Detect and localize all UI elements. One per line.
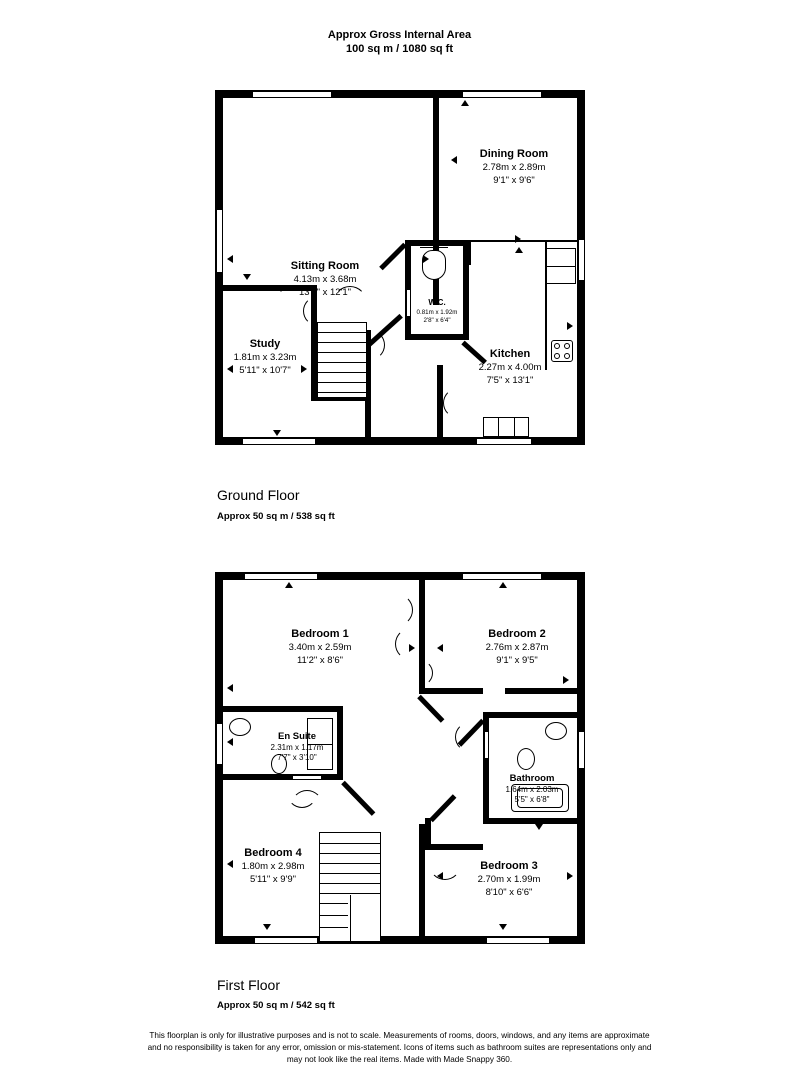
arrow-bed2-left: [437, 644, 443, 652]
window-sitting-side: [217, 210, 222, 272]
room-label-bedroom-1: Bedroom 1 3.40m x 2.59m 11'2" x 8'6": [288, 628, 352, 666]
window-bathroom-side: [579, 732, 584, 768]
arrow-sitting-left: [227, 255, 233, 263]
room-label-bathroom: Bathroom 1.64m x 2.03m 5'5" x 6'8": [505, 773, 559, 804]
gross-area-header: [0, 28, 799, 56]
room-label-wc: W.C. 0.81m x 1.92m 2'8" x 6'4": [416, 298, 458, 324]
door-kitchen-rear: [477, 439, 531, 444]
door-bed4: [291, 790, 323, 822]
door-cupboard: [407, 660, 433, 686]
arrow-bed1-left: [227, 684, 233, 692]
arrow-bed1-up: [285, 582, 293, 588]
window-sitting-front: [253, 92, 331, 97]
kitchen-counter-line2: [469, 240, 471, 265]
room-label-bedroom-3: Bedroom 3 2.70m x 1.99m 8'10" x 6'6": [477, 860, 541, 898]
door-bed1: [381, 594, 413, 626]
window-bed1-front: [245, 574, 317, 579]
bathroom-basin-icon: [545, 722, 567, 740]
window-bed2-front: [463, 574, 541, 579]
wall-landing-diag-4: [417, 695, 444, 723]
window-study-rear: [243, 439, 315, 444]
ground-floor-area: Approx 50 sq m / 538 sq ft: [217, 511, 335, 522]
door-study: [303, 296, 333, 326]
arrow-bed3-left: [437, 872, 443, 880]
wall-kitchen-left: [437, 365, 443, 445]
wc-cistern-icon: [420, 247, 448, 248]
wall-bathroom-top: [483, 712, 577, 718]
wall-dining-kitchen: [469, 240, 577, 242]
window-bed3-rear: [487, 938, 549, 943]
arrow-sitting-down: [243, 274, 251, 280]
wall-ensuite-top: [215, 706, 343, 712]
wall-bed3-top: [425, 844, 483, 850]
window-ensuite-side: [217, 724, 222, 764]
wall-landing-diag-1: [341, 781, 375, 816]
arrow-bed4-down: [263, 924, 271, 930]
room-label-study: Study 1.81m x 3.23m 5'11" x 10'7": [233, 338, 297, 376]
wall-wc-top: [405, 240, 469, 246]
kitchen-appliance-run: [483, 417, 529, 437]
window-dining-front: [463, 92, 541, 97]
room-label-bedroom-2: Bedroom 2 2.76m x 2.87m 9'1" x 9'5": [485, 628, 549, 666]
arrow-dining-up: [461, 100, 469, 106]
disclaimer-line-1: This floorplan is only for illustrative purposes and is not to scale. Measurements of rooms, doors, windows, and any items are approximate: [149, 1031, 650, 1040]
first-floor-label: First Floor: [217, 977, 280, 993]
arrow-bed2-right: [563, 676, 569, 684]
wall-bed2-bottom: [425, 688, 483, 694]
window-bed4-rear: [255, 938, 317, 943]
wall-bathroom-left: [483, 712, 489, 824]
arrow-bed3-down: [499, 924, 507, 930]
arrow-bed2-up: [499, 582, 507, 588]
arrow-bed1-right: [409, 644, 415, 652]
kitchen-sink-divider: [546, 266, 576, 267]
arrow-kitchen-right: [567, 322, 573, 330]
wall-landing-diag-3: [429, 794, 456, 822]
arrow-dining-right: [515, 235, 521, 243]
room-label-sitting-room: Sitting Room 4.13m x 3.68m 13'7" x 12'1": [290, 260, 360, 298]
bathroom-toilet-icon: [517, 748, 535, 770]
appliance-divider-1: [498, 417, 499, 437]
disclaimer-line-2: and no responsibility is taken for any error, omission or mis-statement. Icons of items such as bathroom suites are representations only and: [147, 1043, 652, 1052]
disclaimer-line-3: may not look like the real items. Made with Made Snappy 360.: [286, 1055, 513, 1064]
wall-wc-bottom: [405, 334, 469, 340]
arrow-sitting-right: [423, 255, 429, 263]
ground-floor-plan: [215, 90, 585, 445]
door-kitchen-hall: [443, 388, 473, 418]
room-label-en-suite: En Suite 2.31m x 1.17m 7'7" x 3'10": [270, 731, 324, 762]
arrow-study-down: [273, 430, 281, 436]
gross-area-value: 100 sq m / 1080 sq ft: [346, 43, 453, 55]
door-front-hall: [371, 410, 405, 444]
disclaimer: [0, 1030, 799, 1066]
door-bathroom: [455, 722, 485, 752]
arrow-bathroom-down: [535, 824, 543, 830]
arrow-ensuite-left: [227, 738, 233, 746]
first-floor-plan: [215, 572, 585, 944]
ground-floor-label: Ground Floor: [217, 487, 300, 503]
room-label-kitchen: Kitchen 2.27m x 4.00m 7'5" x 13'1": [478, 348, 542, 386]
wall-bed2-right-stub: [505, 688, 577, 694]
wall-bathroom-bottom: [483, 818, 577, 824]
wall-ensuite-bottom: [215, 774, 343, 780]
room-label-dining-room: Dining Room 2.78m x 2.89m 9'1" x 9'6": [479, 148, 549, 186]
room-label-bedroom-4: Bedroom 4 1.80m x 2.98m 5'11" x 9'9": [241, 847, 305, 885]
arrow-kitchen-up: [515, 247, 523, 253]
first-floor-area: Approx 50 sq m / 542 sq ft: [217, 1000, 335, 1011]
gross-area-title: Approx Gross Internal Area: [327, 29, 472, 41]
door-sitting-main: [355, 330, 385, 360]
window-kitchen-side: [579, 240, 584, 280]
appliance-divider-2: [514, 417, 515, 437]
stairs-first: [319, 832, 381, 942]
